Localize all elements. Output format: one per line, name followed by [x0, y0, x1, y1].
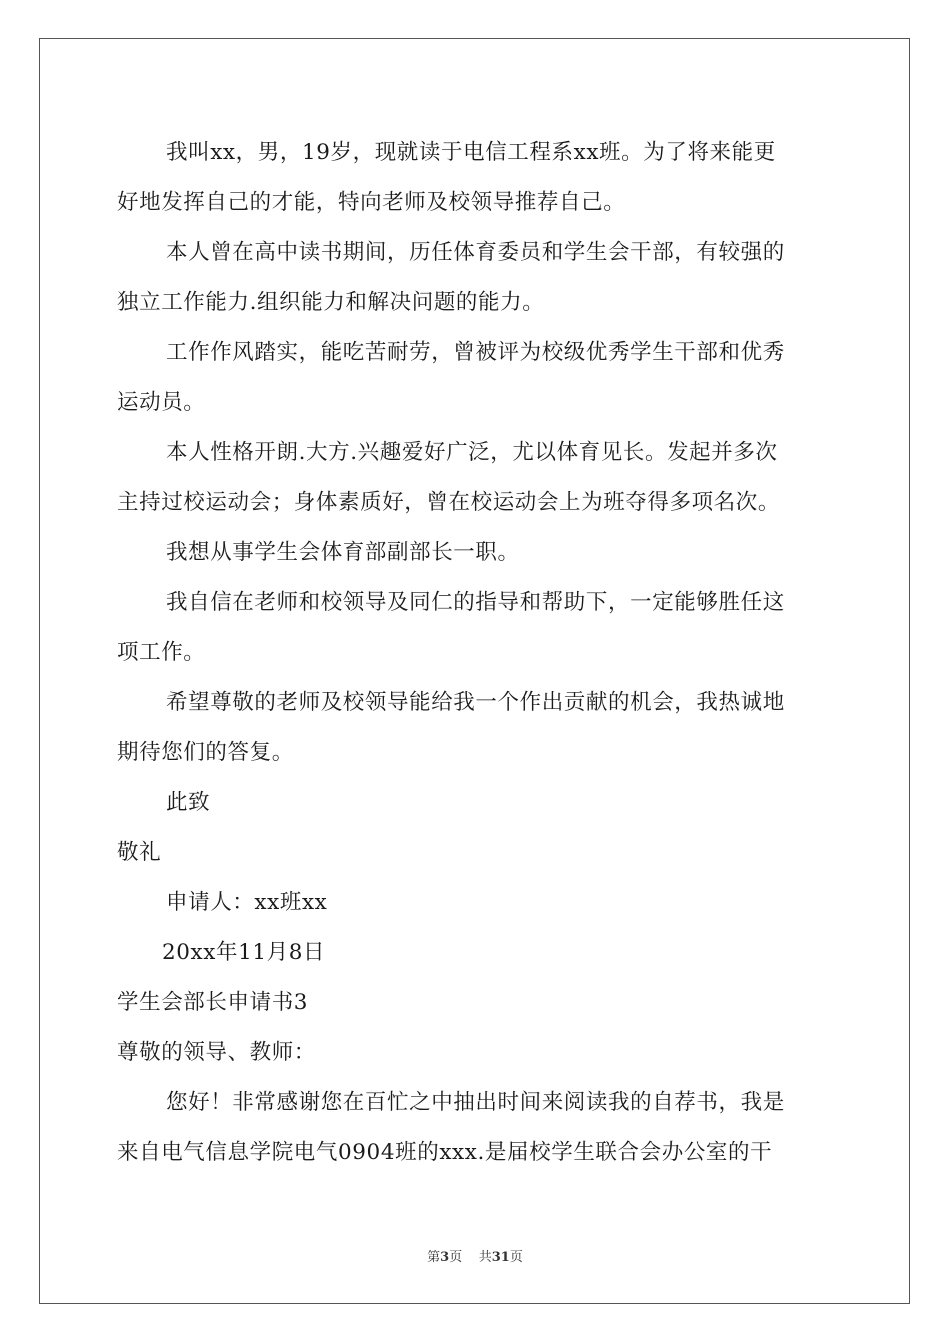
- paragraph-line: 本人曾在高中读书期间，历任体育委员和学生会干部，有较强的: [166, 240, 785, 265]
- paragraph-line: 主持过校运动会；身体素质好，曾在校运动会上为班夺得多项名次。: [117, 490, 781, 515]
- page-number-footer: [0, 1246, 950, 1265]
- paragraph-line: 来自电气信息学院电气0904班的xxx.是届校学生联合会办公室的干: [117, 1140, 773, 1165]
- paragraph-line: 期待您们的答复。: [117, 740, 294, 765]
- paragraph-line: 好地发挥自己的才能，特向老师及校领导推荐自己。: [117, 190, 626, 215]
- paragraph-line: 我叫xx，男，19岁，现就读于电信工程系xx班。为了将来能更: [166, 140, 776, 165]
- page-suffix: 页: [509, 1250, 523, 1265]
- paragraph-line: 本人性格开朗.大方.兴趣爱好广泛，尤以体育见长。发起并多次: [166, 440, 778, 465]
- paragraph-line: 我想从事学生会体育部副部长一职。: [166, 540, 520, 565]
- paragraph-line: 项工作。: [117, 640, 206, 665]
- applicant-signature: 申请人：xx班xx: [166, 890, 328, 915]
- section-title: 学生会部长申请书3: [117, 990, 309, 1015]
- letter-greeting: 尊敬的领导、教师：: [117, 1040, 316, 1065]
- paragraph-line: 独立工作能力.组织能力和解决问题的能力。: [117, 290, 545, 315]
- paragraph-line: 您好！非常感谢您在百忙之中抽出时间来阅读我的自荐书，我是: [166, 1090, 785, 1115]
- page-mid-text: 页 共: [449, 1250, 492, 1265]
- paragraph-line: 希望尊敬的老师及校领导能给我一个作出贡献的机会，我热诚地: [166, 690, 785, 715]
- current-page-number: 3: [440, 1250, 450, 1265]
- paragraph-line: 工作作风踏实，能吃苦耐劳，曾被评为校级优秀学生干部和优秀: [166, 340, 785, 365]
- total-page-number: 31: [491, 1250, 510, 1265]
- paragraph-line: 我自信在老师和校领导及同仁的指导和帮助下，一定能够胜任这: [166, 590, 785, 615]
- page-prefix: 第: [427, 1250, 441, 1265]
- closing-salutation: 此致: [166, 790, 211, 815]
- letter-date: 20xx年11月8日: [162, 940, 326, 965]
- closing-regards: 敬礼: [117, 840, 162, 865]
- paragraph-line: 运动员。: [117, 390, 206, 415]
- document-body: [117, 128, 835, 1178]
